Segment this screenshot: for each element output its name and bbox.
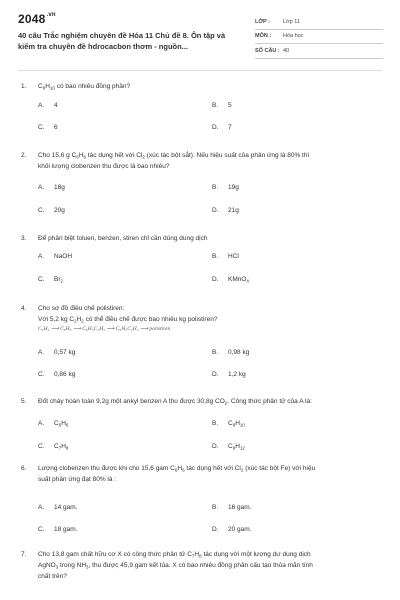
option-a[interactable]: A. $C_6H_6$ — [38, 420, 69, 428]
reaction-scheme: C₂H₂ ⟶ C₆H₆ ⟶ C₆H₅C₂H₅ ⟶ C₆H₅C₂H₃ ⟶ polistiren — [38, 326, 171, 332]
question-number: 6. — [21, 465, 27, 472]
option-a[interactable]: A. 0,57 kg — [38, 349, 76, 356]
question-number: 4. — [21, 305, 27, 312]
question-number: 1. — [21, 83, 27, 90]
meta-subject-row — [255, 30, 383, 45]
question-3 — [0, 233, 400, 284]
option-b[interactable]: B. HCl — [212, 253, 239, 260]
meta-subject-label: MÔN : — [255, 33, 272, 40]
meta-count-value: 40 — [283, 47, 290, 54]
option-a[interactable]: A. 4 — [38, 102, 58, 109]
question-7 — [0, 549, 400, 582]
option-c[interactable]: C. 6 — [38, 124, 58, 131]
option-d[interactable]: D. 20 gam. — [212, 526, 252, 533]
option-a[interactable]: A. 18g — [38, 184, 65, 191]
question-2 — [0, 150, 400, 214]
option-b[interactable]: B. 5 — [212, 102, 232, 109]
question-text-cont: suất phản ứng đạt 80% là : — [38, 476, 117, 483]
question-text-cont: AgNO$_3$ trong $NH_3$, thu được 45,9 gam kết tủa. X có bao nhiêu đồng phân cấu tạo thỏa mãn tính — [38, 562, 313, 570]
option-b[interactable]: B. 0,98 kg — [212, 349, 250, 356]
question-text-cont: khối lượng clobenzen thu được là bao nhiêu? — [38, 163, 170, 170]
site-logo[interactable]: $2048^{.vn}$ — [18, 12, 56, 26]
header-divider — [18, 70, 382, 71]
question-number: 5. — [21, 398, 27, 405]
option-b[interactable]: B. $C_8H_{10}$ — [212, 420, 245, 428]
question-text-cont: chất trên? — [38, 573, 67, 580]
option-a[interactable]: A. 14 gam. — [38, 504, 78, 511]
option-b[interactable]: B. 19g — [212, 184, 239, 191]
meta-count-row — [255, 44, 383, 59]
question-text: Đốt cháy hoàn toàn 9,2g một ankyl benzen A thu được 30,8g $CO_2$. Công thức phân tử của A là: — [38, 398, 312, 406]
option-d[interactable]: D. $C_9H_{12}$ — [212, 443, 245, 451]
question-5 — [0, 396, 400, 451]
header — [0, 0, 400, 70]
meta-subject-value: Hóa học — [283, 33, 304, 40]
question-6 — [0, 463, 400, 533]
meta-class-value: Lớp 11 — [283, 18, 300, 25]
question-text: Lượng clobenzen thu được khi cho 15,6 gam $C_6H_6$ tác dụng hết với $Cl_2$ (xúc tác bột Fe) với hiệu — [38, 465, 316, 473]
meta-class-label: LỚP : — [255, 18, 270, 25]
question-text: Cho 15,6 g $C_6H_6$ tác dụng hết với $Cl_2$ (xúc tác bột sắt). Nếu hiệu suất của phản ứng là 80% thì — [38, 152, 310, 160]
option-c[interactable]: C. 18 gam. — [38, 526, 78, 533]
option-c[interactable]: C. 20g — [38, 207, 65, 214]
question-number: 7. — [21, 551, 27, 558]
question-text-cont: Với 5,2 kg $C_2H_2$ có thể điều chế được bao nhiêu kg polistiren? — [38, 316, 218, 324]
question-number: 2. — [21, 152, 27, 159]
option-a[interactable]: A. NaOH — [38, 253, 73, 260]
option-d[interactable]: D. KMnO$_4$ — [212, 276, 249, 284]
document-title: 40 câu Trắc nghiệm chuyên đề Hóa 11 Chủ đề 8. Ôn tập và kiểm tra chuyên đề hdrocacbon thơm - nguồn... — [18, 31, 226, 51]
meta-count-label: SỐ CÂU : — [255, 47, 280, 54]
question-4 — [0, 303, 400, 378]
question-1 — [0, 81, 400, 131]
option-c[interactable]: C. 0,86 kg — [38, 371, 76, 378]
option-d[interactable]: D. 1,2 kg — [212, 371, 246, 378]
question-text: Cho sơ đồ điều chế polistiren: — [38, 305, 125, 312]
meta-class-row — [255, 15, 383, 30]
question-number: 3. — [21, 235, 27, 242]
question-text: $C_8H_{10}$ có bao nhiêu đồng phân? — [38, 83, 131, 91]
option-c[interactable]: C. $Br_2$ — [38, 276, 64, 284]
document-meta — [255, 15, 383, 59]
option-b[interactable]: B. 16 gam. — [212, 504, 252, 511]
option-d[interactable]: D. 7 — [212, 124, 232, 131]
option-d[interactable]: D. 21g — [212, 207, 239, 214]
question-text: Để phân biệt toluen, benzen, stiren chỉ cần dùng dung dịch — [38, 235, 208, 242]
option-c[interactable]: C. $C_7H_8$ — [38, 443, 69, 451]
question-text: Cho 13,8 gam chất hữu cơ X có công thức phân tử $C_7H_8$ tác dụng với một lượng dư dung dịch — [38, 551, 311, 559]
